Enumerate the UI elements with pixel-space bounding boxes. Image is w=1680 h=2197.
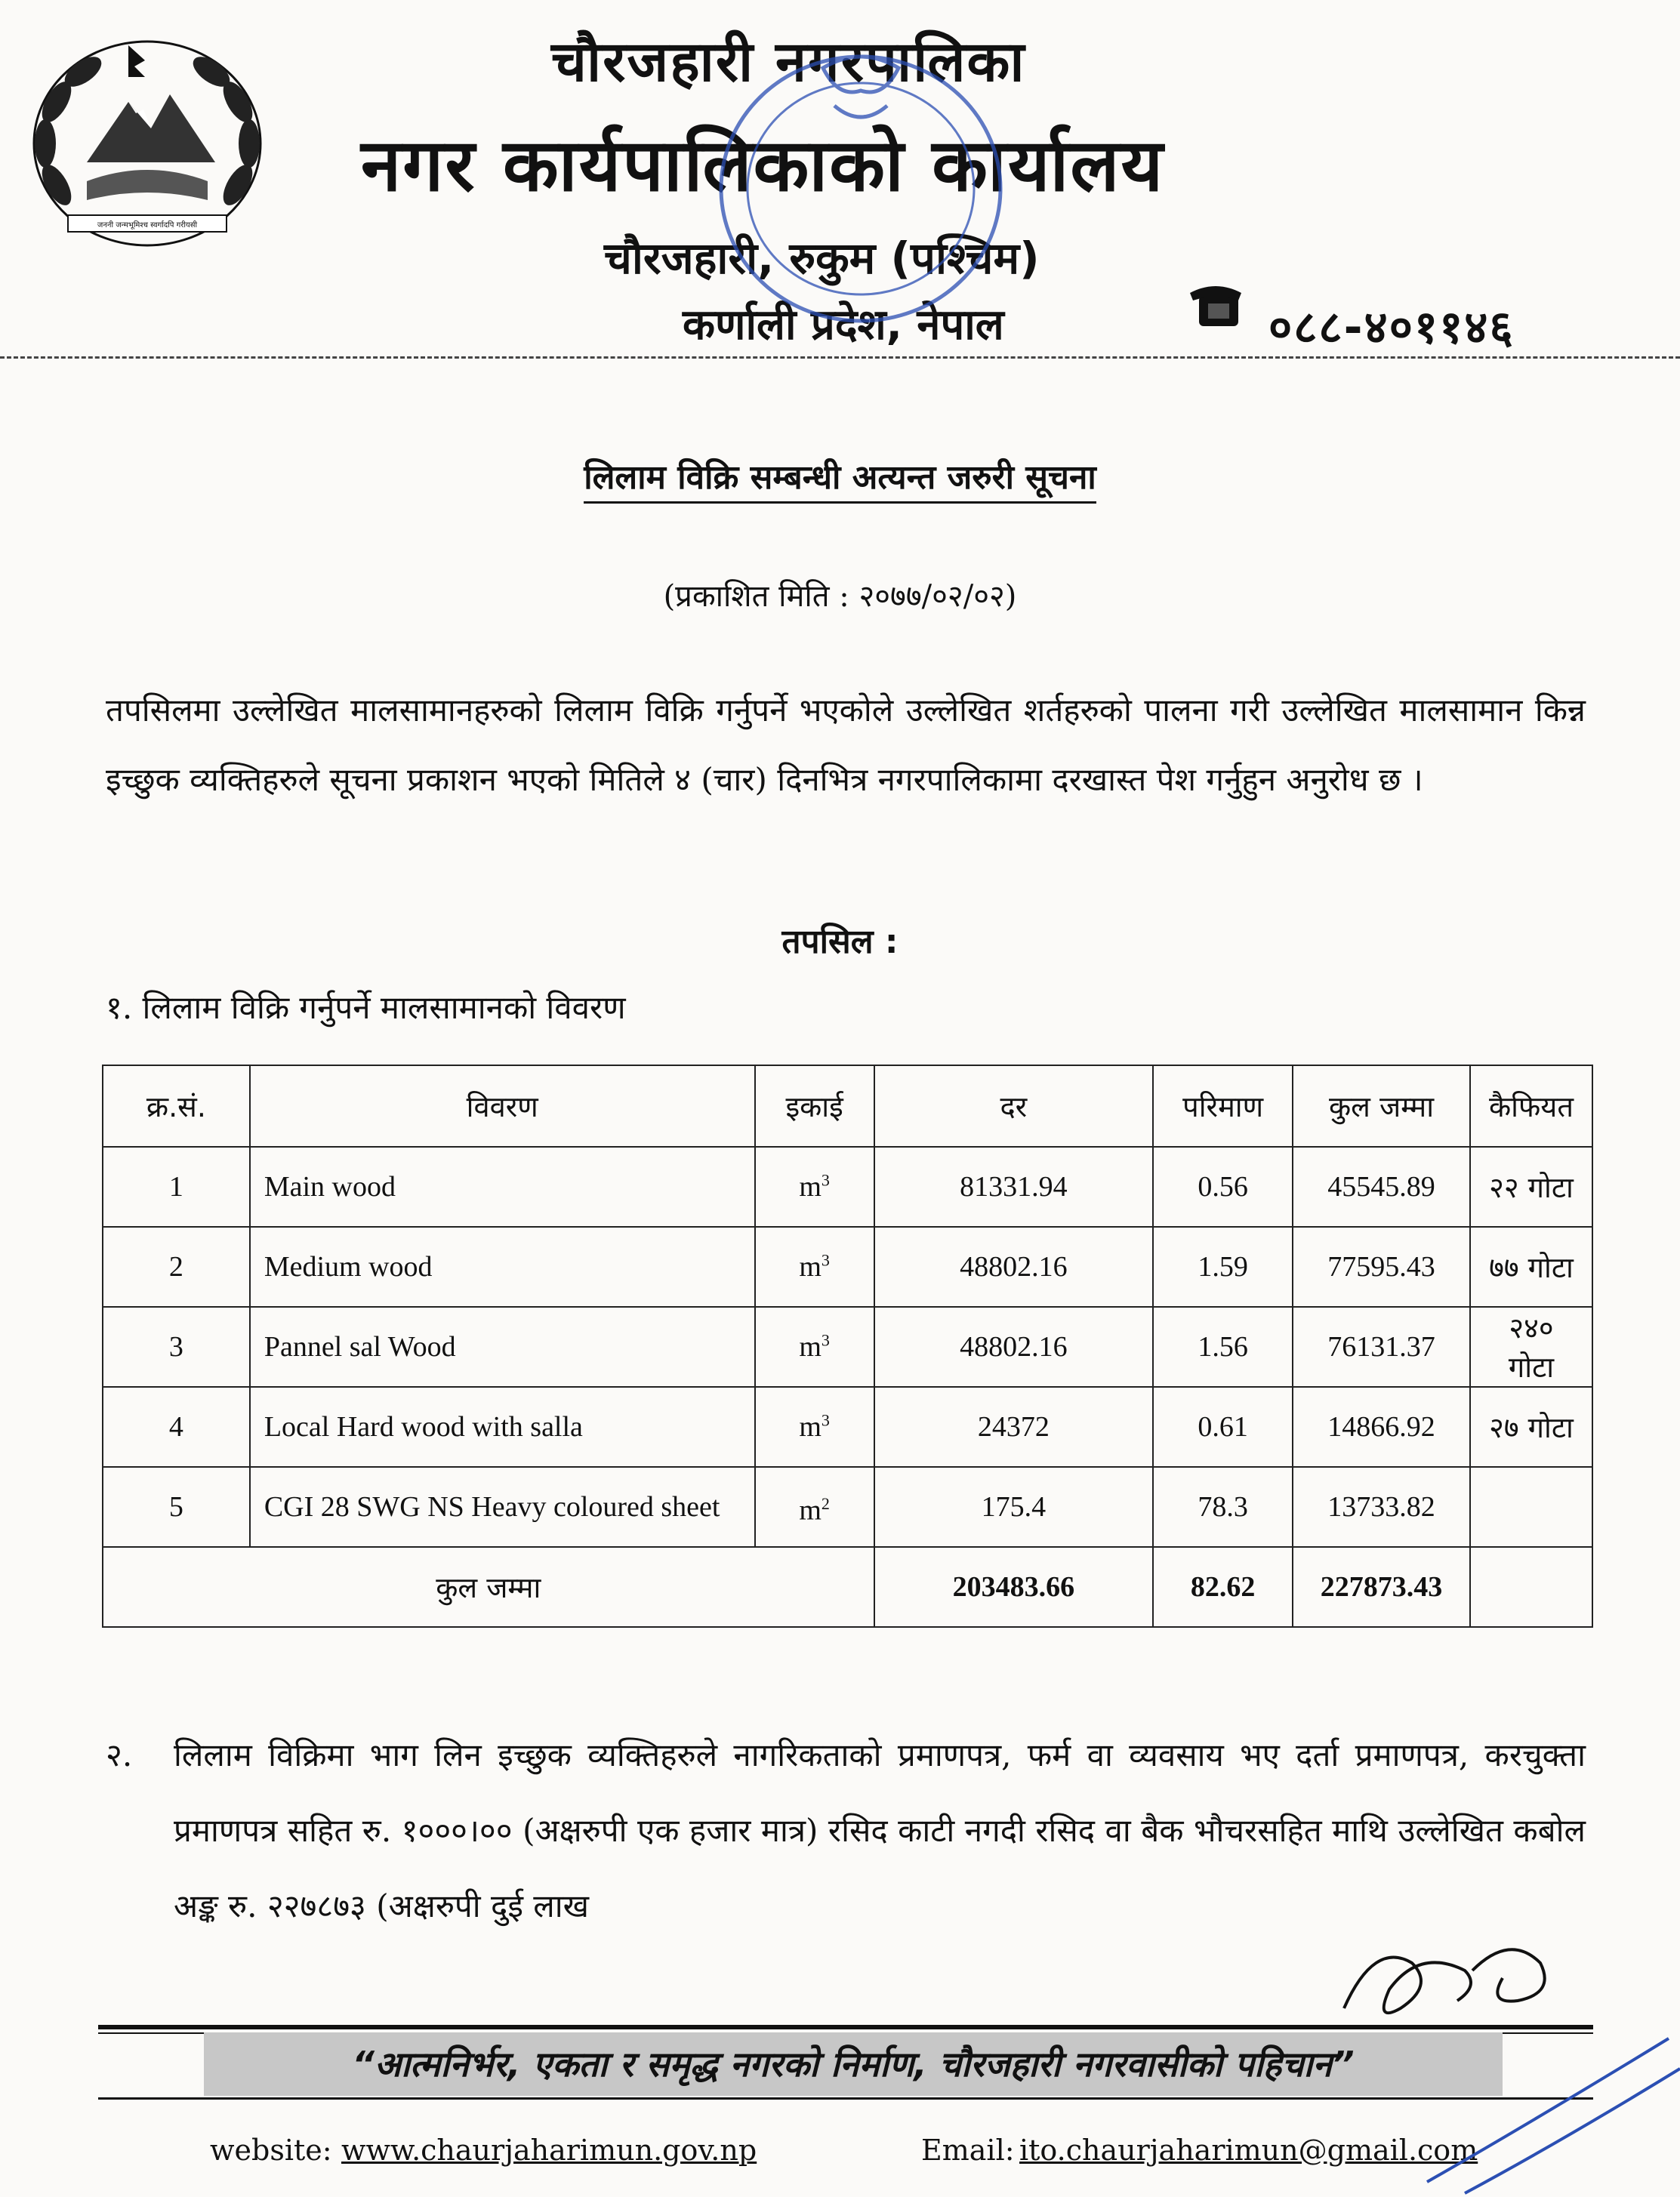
col-header-rate: दर <box>874 1065 1154 1147</box>
unit-exponent: 2 <box>821 1493 830 1513</box>
cell-description: Main wood <box>250 1147 755 1227</box>
cell-quantity: 0.61 <box>1153 1387 1293 1467</box>
website-link[interactable]: www.chaurjaharimun.gov.np <box>341 2134 757 2167</box>
cell-sn: 3 <box>103 1307 250 1387</box>
cell-remark: २२ गोटा <box>1470 1147 1592 1227</box>
cell-sn: 2 <box>103 1227 250 1307</box>
unit-base: m <box>799 1171 822 1203</box>
cell-unit <box>755 1307 874 1387</box>
section-1-heading: १. लिलाम विक्रि गर्नुपर्ने मालसामानको विवरण <box>106 989 626 1026</box>
municipality-name: चौरजहारी नगरपालिका <box>551 29 1026 94</box>
unit-exponent: 3 <box>821 1330 830 1350</box>
cell-rate: 81331.94 <box>874 1147 1154 1227</box>
email-link[interactable]: ito.chaurjaharimun@gmail.com <box>1019 2134 1478 2167</box>
cell-rate: 48802.16 <box>874 1307 1154 1387</box>
cell-remark: २४० गोटा <box>1470 1307 1592 1387</box>
table-header-row <box>103 1065 1592 1147</box>
website-label: website: <box>210 2134 332 2167</box>
col-header-description: विवरण <box>250 1065 755 1147</box>
cell-total: 14866.92 <box>1293 1387 1470 1467</box>
cell-unit <box>755 1467 874 1547</box>
office-seal-stamp <box>710 15 1012 332</box>
footer-rule-thick <box>98 2025 1593 2029</box>
total-quantity: 82.62 <box>1153 1547 1293 1627</box>
cell-sn: 4 <box>103 1387 250 1467</box>
email-label: Email: <box>921 2134 1015 2167</box>
col-header-sn: क्र.सं. <box>103 1065 250 1147</box>
cell-unit <box>755 1147 874 1227</box>
cell-total: 76131.37 <box>1293 1307 1470 1387</box>
table-row <box>103 1147 1592 1227</box>
unit-exponent: 3 <box>821 1410 830 1430</box>
col-header-remark: कैफियत <box>1470 1065 1592 1147</box>
cell-total: 13733.82 <box>1293 1467 1470 1547</box>
cell-remark <box>1470 1467 1592 1547</box>
unit-exponent: 3 <box>821 1250 830 1270</box>
table-row <box>103 1467 1592 1547</box>
notice-title <box>0 453 1680 498</box>
unit-exponent: 3 <box>821 1170 830 1190</box>
table-total-row <box>103 1547 1592 1627</box>
footer-slogan: “आत्मनिर्भर, एकता र समृद्ध नगरको निर्माण, चौरजहारी नगरवासीको पहिचान” <box>204 2032 1503 2096</box>
cell-total: 77595.43 <box>1293 1227 1470 1307</box>
col-header-total: कुल जम्मा <box>1293 1065 1470 1147</box>
unit-base: m <box>799 1331 822 1363</box>
nepal-emblem-logo <box>15 30 287 257</box>
cell-unit <box>755 1387 874 1467</box>
col-header-quantity: परिमाण <box>1153 1065 1293 1147</box>
cell-sn: 5 <box>103 1467 250 1547</box>
office-address: चौरजहारी, रुकुम (पश्चिम) <box>604 233 1040 284</box>
published-date: (प्रकाशित मिति : २०७७/०२/०२) <box>663 579 1017 614</box>
office-province: कर्णाली प्रदेश, नेपाल <box>683 300 1004 350</box>
cell-description: Local Hard wood with salla <box>250 1387 755 1467</box>
cell-sn: 1 <box>103 1147 250 1227</box>
cell-remark: २७ गोटा <box>1470 1387 1592 1467</box>
emblem-motto: जननी जन्मभूमिश्च स्वर्गादपि गरीयसी <box>97 221 198 230</box>
telephone-icon <box>1185 279 1246 332</box>
cell-rate: 24372 <box>874 1387 1154 1467</box>
intro-paragraph: तपसिलमा उल्लेखित मालसामानहरुको लिलाम विक्रि गर्नुपर्ने भएकोले उल्लेखित शर्तहरुको पालना गरी उल्लेखित मालसामान किन्न इच्छुक व्यक्तिहरुले सूचना प्रकाशन भएको मितिले ४ (चार) दिनभित्र नगरपालिकामा दरखास्त पेश गर्नुहुन अनुरोध छ । <box>106 692 1586 798</box>
office-name: नगर कार्यपालिकाको कार्यालय <box>361 123 1165 208</box>
cell-description: Pannel sal Wood <box>250 1307 755 1387</box>
total-label: कुल जम्मा <box>103 1547 874 1627</box>
cell-quantity: 0.56 <box>1153 1147 1293 1227</box>
table-row <box>103 1227 1592 1307</box>
office-phone: ०८८-४०११४६ <box>1268 301 1515 354</box>
unit-base: m <box>799 1494 822 1527</box>
goods-table <box>102 1065 1593 1628</box>
section-2-number: २. <box>106 1736 133 1773</box>
cell-description: Medium wood <box>250 1227 755 1307</box>
cell-rate: 48802.16 <box>874 1227 1154 1307</box>
col-header-unit: इकाई <box>755 1065 874 1147</box>
officer-name-stamp <box>1382 2008 1680 2197</box>
table-row <box>103 1387 1592 1467</box>
footer-rule-bottom <box>98 2097 1593 2100</box>
annex-heading: तपसिल : <box>781 923 899 961</box>
cell-quantity: 1.59 <box>1153 1227 1293 1307</box>
notice-title-text: लिलाम विक्रि सम्बन्धी अत्यन्त जरुरी सूचना <box>584 458 1096 504</box>
unit-base: m <box>799 1251 822 1283</box>
total-remark <box>1470 1547 1592 1627</box>
section-2-text: लिलाम विक्रिमा भाग लिन इच्छुक व्यक्तिहरुले नागरिकताको प्रमाणपत्र, फर्म वा व्यवसाय भए दर्ता प्रमाणपत्र, करचुक्ता प्रमाणपत्र सहित रु. १०००।०० (अक्षरुपी एक हजार मात्र) रसिद काटी नगदी रसिद वा बैक भौचरसहित माथि उल्लेखित कबोल अङ्क रु. २२७८७३ (अक्षरुपी दुई लाख <box>174 1736 1586 1924</box>
table-row <box>103 1307 1592 1387</box>
cell-remark: ७७ गोटा <box>1470 1227 1592 1307</box>
total-rate: 203483.66 <box>874 1547 1154 1627</box>
cell-total: 45545.89 <box>1293 1147 1470 1227</box>
cell-description: CGI 28 SWG NS Heavy coloured sheet <box>250 1467 755 1547</box>
cell-unit <box>755 1227 874 1307</box>
unit-base: m <box>799 1411 822 1443</box>
cell-rate: 175.4 <box>874 1467 1154 1547</box>
header-divider <box>0 356 1680 359</box>
total-amount: 227873.43 <box>1293 1547 1470 1627</box>
cell-quantity: 78.3 <box>1153 1467 1293 1547</box>
cell-quantity: 1.56 <box>1153 1307 1293 1387</box>
